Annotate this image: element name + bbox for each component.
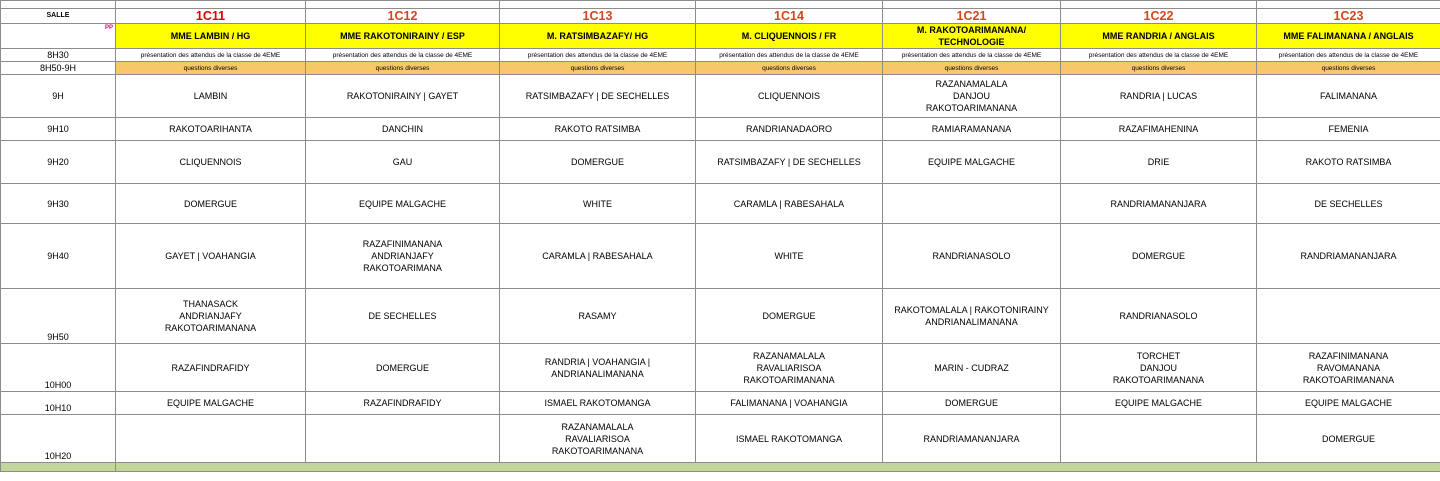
cell-name-line: RAKOTO RATSIMBA xyxy=(1305,157,1392,167)
footer-band xyxy=(116,463,1440,472)
schedule-cell xyxy=(116,141,306,184)
schedule-row xyxy=(1,184,1440,224)
room-code: 1C14 xyxy=(696,9,883,24)
spacer-cell xyxy=(696,1,883,9)
schedule-cell xyxy=(1257,141,1440,184)
teacher-subject: M. RATSIMBAZAFY/ HG xyxy=(500,24,696,49)
cell-name-line: EQUIPE MALGACHE xyxy=(927,157,1016,167)
cell-name-line: DOMERGUE xyxy=(570,157,624,167)
cell-name-line: RAVALIARISOA xyxy=(756,362,822,373)
cell-name-line: DE SECHELLES xyxy=(1314,198,1383,209)
spacer-cell xyxy=(1061,1,1257,9)
schedule-cell xyxy=(500,392,696,415)
schedule-cell xyxy=(1061,118,1257,141)
time-slot-label: 10H10 xyxy=(1,392,116,415)
cell-name-line: CLIQUENNOIS xyxy=(757,91,820,101)
schedule-cell xyxy=(500,184,696,224)
cell-name-line: RAZAFINDRAFIDY xyxy=(363,398,442,408)
cell-name-line: MARIN - CUDRAZ xyxy=(934,362,1009,373)
schedule-cell xyxy=(500,141,696,184)
questions-cell xyxy=(306,62,500,75)
cell-name-line: CARAMLA | RABESAHALA xyxy=(733,198,845,209)
time-slot-label: 9H10 xyxy=(1,118,116,141)
cell-name-line: présentation des attendus de la classe de 4EME xyxy=(719,51,859,59)
cell-name-line: présentation des attendus de la classe de 4EME xyxy=(901,51,1042,59)
spacer-cell xyxy=(116,1,306,9)
presentation-cell xyxy=(116,49,306,62)
schedule-body xyxy=(1,49,1440,463)
schedule-row xyxy=(1,49,1440,62)
cell-name-line: RAZANAMALALA xyxy=(935,79,1008,89)
cell-name-line: présentation des attendus de la classe de 4EME xyxy=(140,51,281,59)
cell-name-line: FEMENIA xyxy=(1328,124,1369,134)
schedule-cell xyxy=(696,415,883,463)
schedule-cell xyxy=(696,184,883,224)
cell-name-line: RAKOTOARIMANANA xyxy=(551,445,644,456)
room-code-row xyxy=(1,9,1440,24)
schedule-cell xyxy=(116,184,306,224)
cell-name-line: RAZAFINIMANANA xyxy=(1308,350,1389,361)
time-slot-label: 9H30 xyxy=(1,184,116,224)
cell-name-line: RANDRIAMANANJARA xyxy=(923,433,1020,444)
time-slot-label: 10H00 xyxy=(1,344,116,392)
cell-name-line: RAZAFINIMANANA xyxy=(362,239,443,249)
schedule-cell xyxy=(1257,184,1440,224)
cell-name-line: RAKOTOARIMANANA xyxy=(164,323,257,333)
cell-name-line: RAKOTOARIMANANA xyxy=(1112,374,1205,385)
schedule-cell xyxy=(1257,344,1440,392)
schedule-row xyxy=(1,415,1440,463)
cell-name-line: EQUIPE MALGACHE xyxy=(1114,398,1203,408)
schedule-cell xyxy=(306,141,500,184)
cell-name-line: RAKOTOARIMANA xyxy=(363,263,442,273)
cell-name-line: DOMERGUE xyxy=(944,398,998,408)
schedule-cell xyxy=(883,392,1061,415)
cell-name-line: ANDRIANJAFY xyxy=(371,251,434,261)
schedule-cell xyxy=(1061,289,1257,344)
cell-name-line: DE SECHELLES xyxy=(368,311,437,321)
cell-name-line: RASAMY xyxy=(578,311,617,321)
schedule-cell xyxy=(116,392,306,415)
cell-name-line: EQUIPE MALGACHE xyxy=(166,398,255,408)
time-slot-label: 8H30 xyxy=(1,49,116,62)
questions-cell xyxy=(500,62,696,75)
cell-name-line: RAZANAMALALA xyxy=(561,421,634,432)
schedule-cell xyxy=(883,289,1061,344)
cell-name-line: RANDRIA | VOAHANGIA | xyxy=(544,356,651,367)
schedule-cell xyxy=(500,75,696,118)
cell-name-line: DOMERGUE xyxy=(762,311,816,321)
cell-name-line: CARAMLA | RABESAHALA xyxy=(542,251,653,261)
schedule-cell xyxy=(1061,344,1257,392)
teacher-subject: MME LAMBIN / HG xyxy=(116,24,306,49)
schedule-cell xyxy=(883,141,1061,184)
cell-name-line: RAKOTOARIHANTA xyxy=(169,124,252,134)
time-slot-label: 9H xyxy=(1,75,116,118)
teacher-subject: MME RAKOTONIRAINY / ESP xyxy=(306,24,500,49)
questions-cell xyxy=(116,62,306,75)
schedule-cell xyxy=(306,392,500,415)
presentation-cell xyxy=(696,49,883,62)
cell-name-line: CLIQUENNOIS xyxy=(179,157,242,167)
cell-name-line: RANDRIAMANANJARA xyxy=(1110,198,1207,209)
schedule-cell xyxy=(306,224,500,289)
top-spacer-row xyxy=(1,1,1440,9)
presentation-cell xyxy=(306,49,500,62)
room-code: 1C23 xyxy=(1257,9,1440,24)
schedule-cell xyxy=(116,415,306,463)
room-code: 1C11 xyxy=(116,9,306,24)
cell-name-line: DOMERGUE xyxy=(183,198,237,209)
schedule-cell xyxy=(883,118,1061,141)
cell-name-line: GAYET | VOAHANGIA xyxy=(165,251,256,261)
schedule-cell xyxy=(306,344,500,392)
teacher-row xyxy=(1,24,1440,49)
time-slot-label: 10H20 xyxy=(1,415,116,463)
cell-name-line: RAKOTONIRAINY | GAYET xyxy=(346,91,459,101)
schedule-row xyxy=(1,75,1440,118)
cell-name-line: DANJOU xyxy=(1139,362,1177,373)
schedule-cell xyxy=(696,118,883,141)
cell-name-line: EQUIPE MALGACHE xyxy=(358,198,447,209)
schedule-cell xyxy=(696,75,883,118)
cell-name-line: ANDRIANALIMANANA xyxy=(925,317,1018,327)
schedule-cell xyxy=(500,118,696,141)
cell-name-line: THANASACK xyxy=(182,299,238,309)
cell-name-line: RANDRIANASOLO xyxy=(932,251,1011,261)
room-code: 1C21 xyxy=(883,9,1061,24)
schedule-cell xyxy=(500,289,696,344)
schedule-cell xyxy=(1257,118,1440,141)
spacer-cell xyxy=(306,1,500,9)
cell-name-line: présentation des attendus de la classe de 4EME xyxy=(1278,51,1419,59)
cell-name-line: RAZANAMALALA xyxy=(752,350,826,361)
cell-name-line: RAVALIARISOA xyxy=(565,433,630,444)
schedule-cell xyxy=(696,392,883,415)
spacer-cell xyxy=(1,1,116,9)
cell-name-line: questions diverses xyxy=(570,64,625,72)
salle-label: SALLE xyxy=(1,9,116,24)
cell-name-line: questions diverses xyxy=(183,64,238,72)
schedule-row xyxy=(1,289,1440,344)
schedule-cell xyxy=(1257,289,1440,344)
schedule-row xyxy=(1,344,1440,392)
cell-name-line: FALIMANANA xyxy=(1319,91,1377,101)
cell-name-line: FALIMANANA | VOAHANGIA xyxy=(730,398,848,408)
schedule-cell xyxy=(696,289,883,344)
schedule-cell xyxy=(696,141,883,184)
schedule-cell xyxy=(1061,415,1257,463)
spacer-cell xyxy=(1257,1,1440,9)
schedule-cell xyxy=(883,224,1061,289)
cell-name-line: questions diverses xyxy=(762,64,816,72)
schedule-cell xyxy=(696,224,883,289)
room-code: 1C13 xyxy=(500,9,696,24)
schedule-row xyxy=(1,118,1440,141)
schedule-cell xyxy=(306,415,500,463)
schedule-row xyxy=(1,62,1440,75)
time-slot-label: 9H40 xyxy=(1,224,116,289)
schedule-row xyxy=(1,141,1440,184)
cell-name-line: DOMERGUE xyxy=(1321,433,1375,444)
cell-name-line: présentation des attendus de la classe de 4EME xyxy=(332,51,473,59)
schedule-cell xyxy=(1257,75,1440,118)
footer-cell xyxy=(1,463,116,472)
schedule-cell xyxy=(883,184,1061,224)
cell-name-line: ISMAEL RAKOTOMANGA xyxy=(544,398,651,408)
cell-name-line: présentation des attendus de la classe de 4EME xyxy=(1088,51,1229,59)
cell-name-line: RAZAFINDRAFIDY xyxy=(171,362,250,373)
cell-name-line: LAMBIN xyxy=(193,91,228,101)
questions-cell xyxy=(883,62,1061,75)
schedule-cell xyxy=(116,118,306,141)
time-slot-label: 9H20 xyxy=(1,141,116,184)
cell-name-line: DOMERGUE xyxy=(1131,251,1185,261)
schedule-cell xyxy=(500,415,696,463)
schedule-cell xyxy=(306,75,500,118)
questions-cell xyxy=(696,62,883,75)
pp-label: PP xyxy=(1,24,116,49)
schedule-row xyxy=(1,392,1440,415)
cell-name-line: DRIE xyxy=(1147,157,1170,167)
cell-name-line: TORCHET xyxy=(1136,350,1181,361)
schedule-cell xyxy=(1061,392,1257,415)
schedule-row xyxy=(1,224,1440,289)
time-slot-label: 8H50-9H xyxy=(1,62,116,75)
footer-row xyxy=(1,463,1440,472)
cell-name-line: RAKOTOMALALA | RAKOTONIRAINY xyxy=(894,305,1049,315)
questions-cell xyxy=(1257,62,1440,75)
schedule-cell xyxy=(500,344,696,392)
presentation-cell xyxy=(883,49,1061,62)
cell-name-line: RAMIARAMANANA xyxy=(931,124,1012,134)
teacher-subject: MME FALIMANANA / ANGLAIS xyxy=(1257,24,1440,49)
schedule-cell xyxy=(500,224,696,289)
cell-name-line: ANDRIANALIMANANA xyxy=(551,368,644,379)
cell-name-line: RANDRIANADAORO xyxy=(745,124,832,134)
cell-name-line: questions diverses xyxy=(1321,64,1376,72)
teacher-subject: M. RAKOTOARIMANANA/ TECHNOLOGIE xyxy=(883,24,1061,49)
cell-name-line: RAKOTO RATSIMBA xyxy=(554,124,641,134)
cell-name-line: DANJOU xyxy=(952,91,990,101)
schedule-cell xyxy=(1257,392,1440,415)
time-slot-label: 9H50 xyxy=(1,289,116,344)
schedule-cell xyxy=(883,344,1061,392)
cell-name-line: GAU xyxy=(392,157,413,167)
cell-name-line: RAKOTOARIMANANA xyxy=(743,374,835,385)
cell-name-line: WHITE xyxy=(774,251,804,261)
cell-name-line: DOMERGUE xyxy=(375,362,429,373)
questions-cell xyxy=(1061,62,1257,75)
cell-name-line: questions diverses xyxy=(1131,64,1186,72)
cell-name-line: RANDRIAMANANJARA xyxy=(1300,251,1397,261)
schedule-cell xyxy=(116,75,306,118)
cell-name-line: RANDRIA | LUCAS xyxy=(1119,91,1198,101)
schedule-cell xyxy=(1061,141,1257,184)
spacer-cell xyxy=(500,1,696,9)
spacer-cell xyxy=(883,1,1061,9)
cell-name-line: RATSIMBAZAFY | DE SECHELLES xyxy=(525,91,670,101)
teacher-subject: MME RANDRIA / ANGLAIS xyxy=(1061,24,1257,49)
cell-name-line: présentation des attendus de la classe de 4EME xyxy=(527,51,668,59)
cell-name-line: RATSIMBAZAFY | DE SECHELLES xyxy=(717,157,861,167)
schedule-cell xyxy=(1061,184,1257,224)
presentation-cell xyxy=(1061,49,1257,62)
presentation-cell xyxy=(1257,49,1440,62)
cell-name-line: DANCHIN xyxy=(381,124,423,134)
cell-name-line: questions diverses xyxy=(944,64,999,72)
schedule-cell xyxy=(1061,224,1257,289)
presentation-cell xyxy=(500,49,696,62)
room-code: 1C12 xyxy=(306,9,500,24)
schedule-cell xyxy=(883,75,1061,118)
schedule-cell xyxy=(116,344,306,392)
cell-name-line: RAKOTOARIMANANA xyxy=(1302,374,1395,385)
schedule-cell xyxy=(306,118,500,141)
room-code: 1C22 xyxy=(1061,9,1257,24)
cell-name-line: ISMAEL RAKOTOMANGA xyxy=(735,433,843,444)
schedule-cell xyxy=(1257,415,1440,463)
schedule-cell xyxy=(883,415,1061,463)
schedule-cell xyxy=(696,344,883,392)
cell-name-line: EQUIPE MALGACHE xyxy=(1304,398,1393,408)
teacher-subject: M. CLIQUENNOIS / FR xyxy=(696,24,883,49)
cell-name-line: RAZAFIMAHENINA xyxy=(1118,124,1199,134)
cell-name-line: RAKOTOARIMANANA xyxy=(925,103,1018,113)
schedule-cell xyxy=(306,184,500,224)
schedule-cell xyxy=(1257,224,1440,289)
schedule-cell xyxy=(116,224,306,289)
schedule-cell xyxy=(116,289,306,344)
cell-name-line: questions diverses xyxy=(375,64,430,72)
schedule-cell xyxy=(1061,75,1257,118)
cell-name-line: RAVOMANANA xyxy=(1316,362,1381,373)
cell-name-line: WHITE xyxy=(583,198,612,209)
cell-name-line: RANDRIANASOLO xyxy=(1119,311,1198,321)
cell-name-line: ANDRIANJAFY xyxy=(179,311,242,321)
schedule-cell xyxy=(306,289,500,344)
